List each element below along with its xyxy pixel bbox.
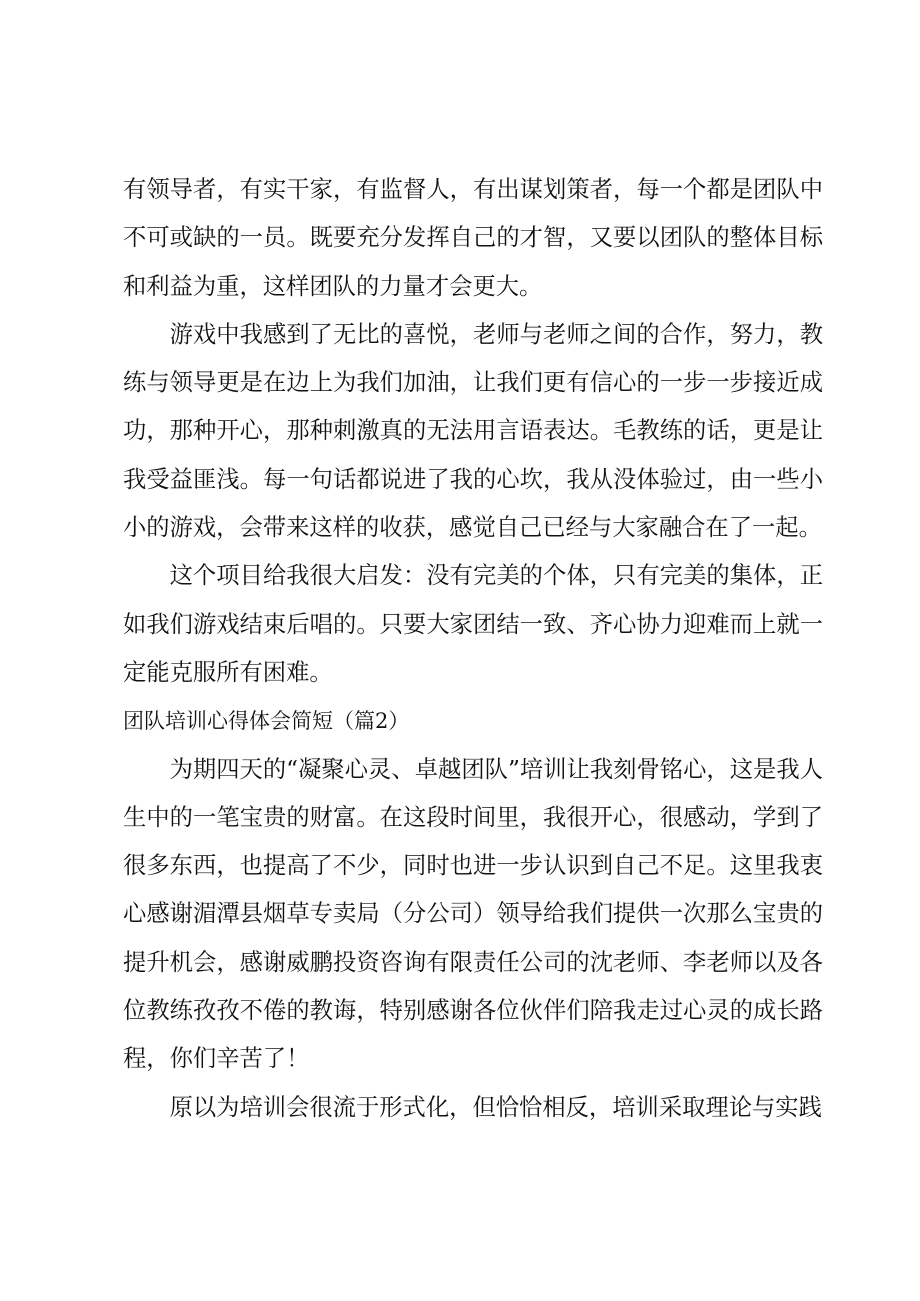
paragraph-2: 游戏中我感到了无比的喜悦，老师与老师之间的合作，努力，教练与领导更是在边上为我们加油，让我们更有信心的一步一步接近成功，那种开心，那种刺激真的无法用言语表达。毛教练的话，更是让我受益匪浅。每一句话都说进了我的心坎，我从没体验过，由一些小小的游戏，会带来这样的收获，感觉自己已经与大家融合在了一起。 xyxy=(123,320,823,542)
section-heading: 团队培训心得体会简短（篇2） xyxy=(123,709,410,734)
paragraph-3: 这个项目给我很大启发：没有完美的个体，只有完美的集体，正如我们游戏结束后唱的。只要大家团结一致、齐心协力迎难而上就一定能克服所有困难。 xyxy=(123,562,823,686)
paragraph-5: 原以为培训会很流于形式化，但恰恰相反，培训采取理论与实践 xyxy=(169,1093,822,1121)
document-body xyxy=(123,166,823,1132)
paragraph-4: 为期四天的“凝聚心灵、卓越团队”培训让我刻骨铭心，这是我人生中的一笔宝贵的财富。在这段时间里，我很开心，很感动，学到了很多东西，也提高了不少，同时也进一步认识到自己不足。这里我衷心感谢湄潭县烟草专卖局（分公司）领导给我们提供一次那么宝贵的提升机会，感谢威鹏投资咨询有限责任公司的沈老师、李老师以及各位教练孜孜不倦的教诲，特别感谢各位伙伴们陪我走过心灵的成长路程，你们辛苦了！ xyxy=(123,755,823,1073)
paragraph-1: 有领导者，有实干家，有监督人，有出谋划策者，每一个都是团队中不可或缺的一员。既要充分发挥自己的才智，又要以团队的整体目标和利益为重，这样团队的力量才会更大。 xyxy=(123,176,823,300)
